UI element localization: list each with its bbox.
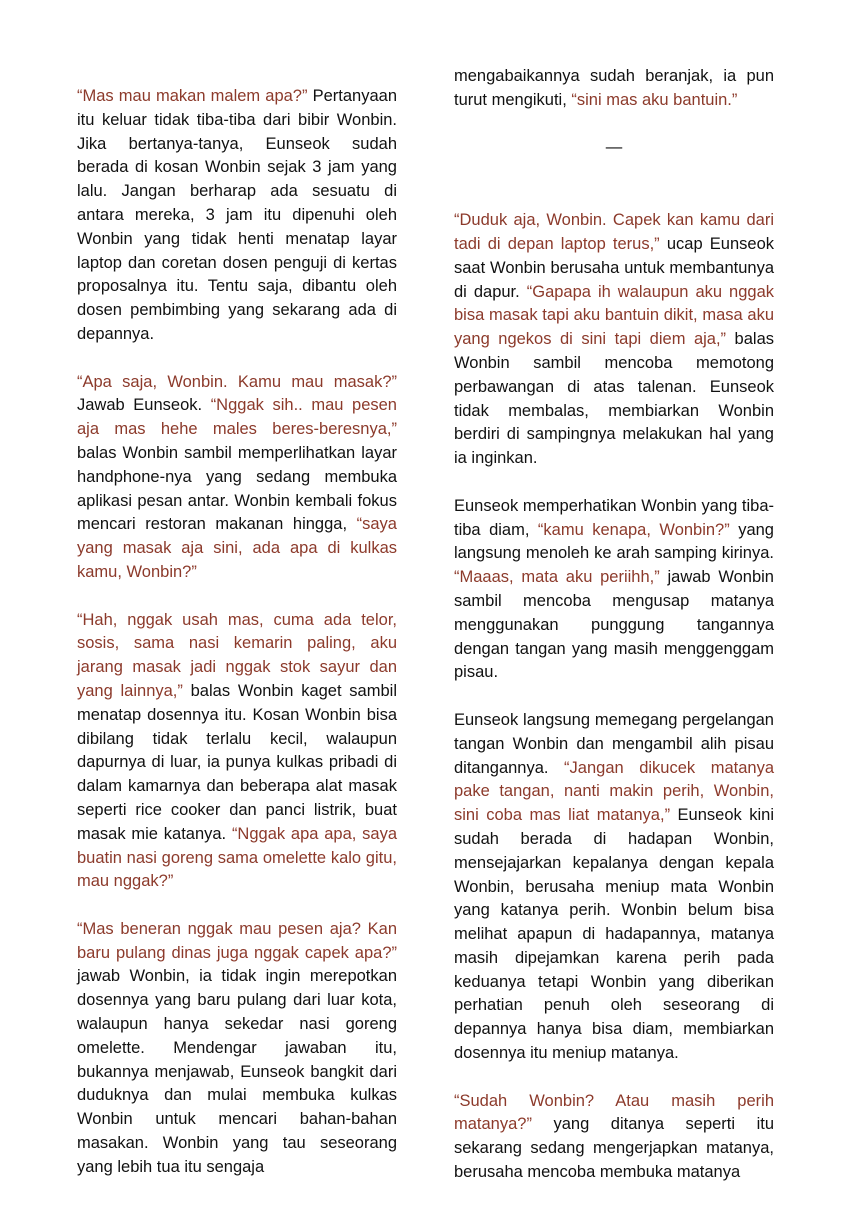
paragraph [77,918,397,1180]
narration: Jawab Eunseok. [77,396,211,415]
narration: Eunseok memperhatikan Wonbin yang tiba-tiba diam, [454,496,774,539]
narration: mengabaikannya sudah beranjak, ia pun turut mengikuti, [454,67,774,109]
dialogue: “saya yang masak aja sini, ada apa di kulkas kamu, Wonbin?” [77,515,397,581]
narration: balas Wonbin sambil memperlihatkan layar handphone-nya yang sedang membuka aplikasi pesan antar. Wonbin kembali fokus mencari restoran makanan hingga, [77,443,397,534]
dialogue: “Mas mau makan malem apa?” [77,87,308,105]
paragraph [454,495,774,685]
dialogue: “Hah, nggak usah mas, cuma ada telor, sosis, sama nasi kemarin paling, aku jarang masak jadi nggak stok sayur dan yang lainnya,” [77,610,397,700]
narration: Eunseok langsung memegang pergelangan tangan Wonbin dan mengambil alih pisau ditangannya. [454,710,774,777]
narration: jawab Wonbin sambil mencoba mengusap matanya menggunakan punggung tangannya dengan tangan yang masih menggenggam pisau. [454,568,774,682]
dialogue: “Nggak apa apa, saya buatin nasi goreng sama omelette kalo gitu, mau nggak?” [77,824,397,891]
paragraph [454,709,774,1066]
narration: yang ditanya seperti itu sekarang sedang mengerjapkan matanya, berusaha mencoba membuka matanya [454,1115,774,1182]
paragraph [454,1090,774,1185]
right-column [454,65,774,1209]
narration: Eunseok kini sudah berada di hadapan Wonbin, mensejajarkan kepalanya dengan kepala Wonbin, berusaha meniup mata Wonbin yang katanya perih. Wonbin belum bisa melihat apapun di hadapannya, matanya masih dipejamkan karena perih pada keduanya tetapi Wonbin yang diberikan perhatian penuh oleh seseorang di depannya hanya bisa diam, membiarkan dosennya itu meniup matanya. [454,806,774,1063]
dialogue: “sini mas aku bantuin.” [571,90,738,109]
paragraph [77,609,397,895]
paragraph [454,209,774,471]
dialogue: “Nggak sih.. mau pesen aja mas hehe males beres-beresnya,” [77,396,397,439]
dialogue: “Jangan dikucek matanya pake tangan, nanti makin perih, Wonbin, sini coba mas liat matanya,” [454,758,774,825]
narration: jawab Wonbin, ia tidak ingin merepotkan dosennya yang baru pulang dari luar kota, walaupun hanya sekedar nasi goreng omelette. Mendengar jawaban itu, bukannya menjawab, Eunseok bangkit dari duduknya dan mulai membuka kulkas Wonbin untuk mencari bahan-bahan masakan. Wonbin yang tau seseorang yang lebih tua itu sengaja [77,967,397,1176]
narration: balas Wonbin sambil mencoba memotong perbawangan di atas talenan. Eunseok tidak membalas, membiarkan Wonbin berdiri di sampingnya melakukan hal yang ia inginkan. [454,330,774,468]
dialogue: “Duduk aja, Wonbin. Capek kan kamu dari tadi di depan laptop terus,” [454,211,774,253]
paragraph [77,85,397,347]
dialogue: “Mas beneran nggak mau pesen aja? Kan baru pulang dinas juga nggak capek apa?” [77,919,397,962]
narration: balas Wonbin kaget sambil menatap dosennya itu. Kosan Wonbin bisa dibilang tidak terlalu kecil, walaupun dapurnya di luar, ia punya kulkas pribadi di dalam kamarnya dan beberapa alat masak seperti rice cooker dan panci listrik, buat masak mie katanya. [77,681,397,843]
narration: yang langsung menoleh ke arah samping kirinya. [454,520,774,563]
dialogue: “Sudah Wonbin? Atau masih perih matanya?” [454,1091,774,1134]
narration: ucap Eunseok saat Wonbin berusaha untuk membantunya di dapur. [454,234,774,301]
dialogue: “Maaas, mata aku periihh,” [454,568,660,587]
paragraph [454,65,774,113]
narration: Pertanyaan itu keluar tidak tiba-tiba dari bibir Wonbin. Jika bertanya-tanya, Eunseok sudah berada di kosan Wonbin sejak 3 jam yang lalu. Jangan berharap ada sesuatu di antara mereka, 3 jam itu dipenuhi oleh Wonbin yang tidak henti menatap layar laptop dan coretan dosen penguji di kertas proposalnya itu. Tentu saja, dibantu oleh dosen pembimbing yang sekarang ada di depannya. [77,87,397,343]
paragraph [77,371,397,585]
dialogue: “Gapapa ih walaupun aku nggak bisa masak tapi aku bantuin dikit, masa aku yang ngekos di sini tapi diem aja,” [454,282,775,349]
dialogue: “Apa saja, Wonbin. Kamu mau masak?” [77,372,397,391]
dialogue: “kamu kenapa, Wonbin?” [537,520,730,539]
scene-separator: — [605,138,623,157]
left-column [77,85,397,1203]
